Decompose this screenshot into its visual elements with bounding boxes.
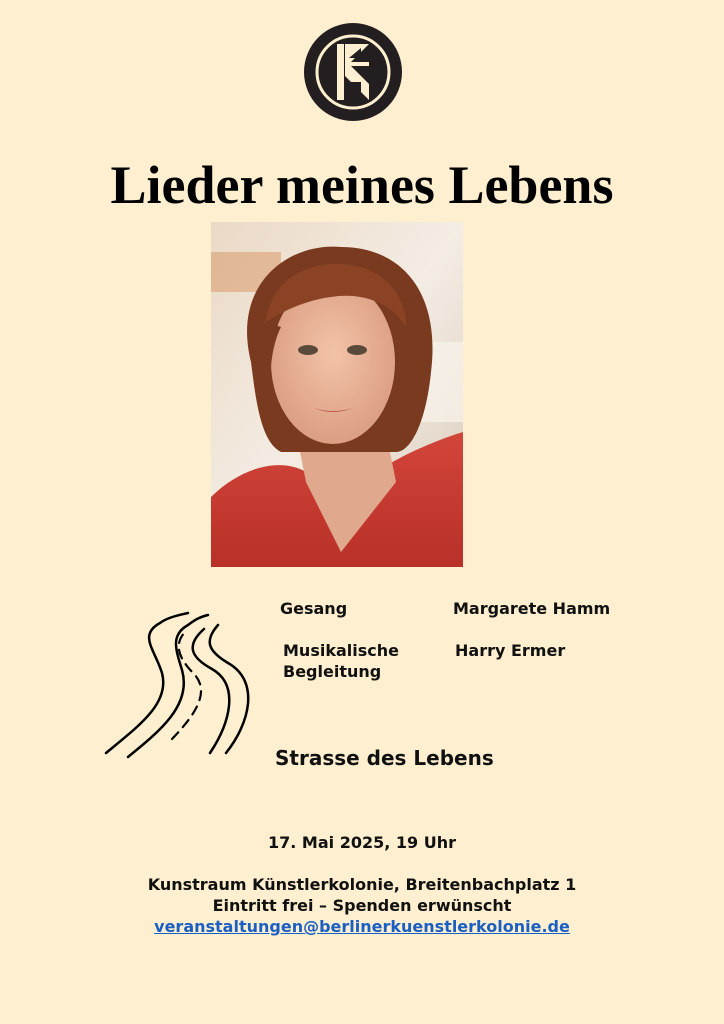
event-info <box>0 874 724 937</box>
credit-role-begleitung: Musikalische Begleitung <box>283 641 399 681</box>
subtitle: Strasse des Lebens <box>275 746 494 770</box>
credit-name-accompanist: Harry Ermer <box>455 641 566 660</box>
portrait-photo <box>211 222 463 567</box>
admission: Eintritt frei – Spenden erwünscht <box>212 896 512 915</box>
credit-role-gesang: Gesang <box>280 599 348 618</box>
kk-logo-icon <box>303 22 403 122</box>
event-date: 17. Mai 2025, 19 Uhr <box>268 833 456 852</box>
venue: Kunstraum Künstlerkolonie, Breitenbachplatz 1 <box>147 875 577 894</box>
credit-name-singer: Margarete Hamm <box>453 599 611 618</box>
road-icon <box>100 605 250 765</box>
email-link[interactable]: veranstaltungen@berlinerkuenstlerkolonie.de <box>154 917 570 936</box>
page-title: Lieder meines Lebens <box>110 155 614 215</box>
